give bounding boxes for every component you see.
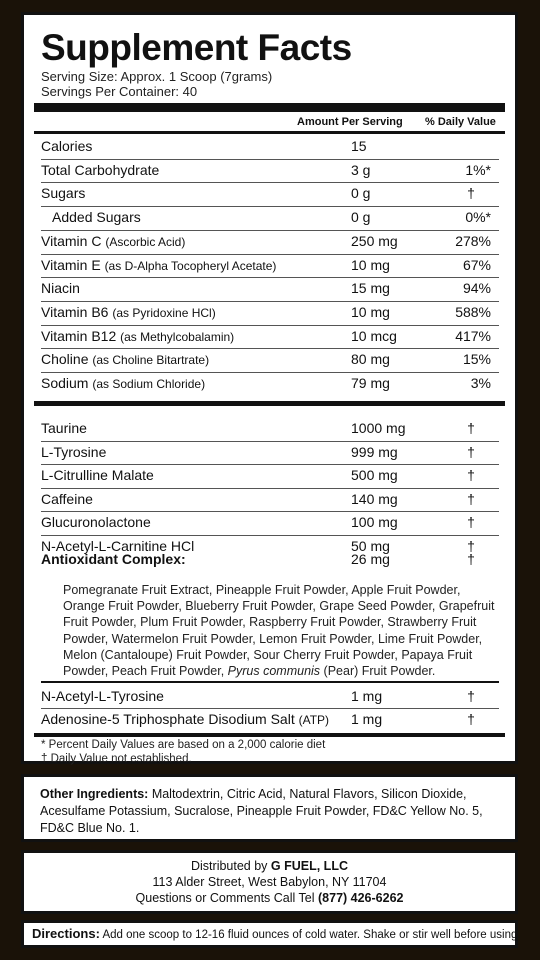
nutrient-daily-value: † — [467, 537, 475, 554]
nutrient-name: L-Tyrosine — [41, 443, 107, 460]
nutrient-daily-value: † — [467, 688, 475, 704]
nutrient-row — [41, 375, 499, 397]
nutrient-name: Taurine — [41, 420, 87, 436]
nutrient-name: Vitamin C (Ascorbic Acid) — [41, 232, 186, 249]
row-divider — [41, 206, 499, 207]
row-divider — [41, 535, 499, 536]
nutrient-amount: 1000 mg — [351, 420, 406, 436]
nutrient-amount: 10 mg — [351, 256, 390, 273]
antioxidant-dv: † — [467, 551, 475, 567]
nutrient-daily-value: 15% — [462, 351, 491, 368]
nutrient-name: Calories — [41, 138, 93, 154]
section-rule — [34, 401, 505, 406]
nutrient-name: Added Sugars — [52, 209, 141, 226]
nutrient-row — [41, 444, 499, 466]
nutrient-daily-value: 588% — [455, 303, 491, 320]
distributor-contact: Questions or Comments Call Tel (877) 426-6262 — [135, 891, 404, 905]
nutrient-name: Vitamin B6 (as Pyridoxine HCl) — [41, 303, 216, 320]
nutrient-daily-value: 417% — [455, 327, 491, 344]
nutrient-name: Vitamin E (as D-Alpha Tocopheryl Acetate) — [41, 256, 277, 273]
nutrient-row — [41, 280, 499, 302]
nutrient-name: Total Carbohydrate — [41, 161, 160, 178]
row-divider — [41, 511, 499, 512]
nutrient-amount: 250 mg — [351, 232, 398, 249]
daily-value-header: % Daily Value — [425, 116, 496, 128]
row-divider — [41, 708, 499, 709]
nutrient-row — [41, 209, 499, 231]
nutrient-daily-value: † — [467, 185, 475, 202]
serving-size: Serving Size: Approx. 1 Scoop (7grams) — [41, 69, 273, 84]
nutrient-name: Adenosine-5 Triphosphate Disodium Salt (ATP) — [41, 710, 330, 727]
directions-panel — [21, 920, 521, 948]
nutrient-daily-value: 1%* — [465, 161, 491, 178]
antiox-divider — [41, 681, 499, 683]
row-divider — [41, 488, 499, 489]
nutrient-amount: 140 mg — [351, 490, 398, 507]
row-divider — [41, 230, 499, 231]
nutrient-row — [41, 257, 499, 279]
nutrient-daily-value: † — [467, 443, 475, 460]
nutrient-name: Caffeine — [41, 490, 93, 507]
nutrient-amount: 100 mg — [351, 514, 398, 530]
nutrient-row — [41, 233, 499, 255]
row-divider — [41, 159, 499, 160]
nutrient-row — [41, 491, 499, 513]
nutrient-amount: 1 mg — [351, 710, 383, 727]
antioxidant-name: Antioxidant Complex: — [41, 551, 186, 567]
nutrient-daily-value: 67% — [462, 256, 491, 273]
nutrient-row — [41, 185, 499, 207]
nutrient-row — [41, 351, 499, 373]
row-divider — [41, 182, 499, 183]
row-divider — [41, 325, 499, 326]
nutrient-name: Vitamin B12 (as Methylcobalamin) — [41, 327, 235, 344]
servings-per-container: Servings Per Container: 40 — [41, 84, 198, 99]
row-divider — [41, 254, 499, 255]
antioxidant-ingredients: Pomegranate Fruit Extract, Pineapple Fruit Powder, Apple Fruit Powder, Orange Fruit Powder, Blueberry Fruit Powder, Grape Seed Powder, Grapefruit Fruit Powder, Plum Fruit Powder, Raspberry Fruit Powder, Strawberry Fruit Powder, Watermelon Fruit Powder, Lemon Fruit Powder, Lime Fruit Powder, Melon (Cantaloupe) Fruit Powder, Sour Cherry Fruit Powder, Papaya Fruit Powder, Peach Fruit Powder, Pyrus communis (Pear) Fruit Powder. — [63, 583, 495, 679]
footer-rule — [34, 733, 505, 737]
distributor-panel — [21, 850, 518, 914]
nutrient-name: Sugars — [41, 185, 86, 202]
antioxidant-row — [41, 551, 499, 573]
nutrient-amount: 15 — [351, 138, 367, 154]
nutrient-amount: 0 g — [351, 209, 371, 226]
nutrient-name: Niacin — [41, 280, 80, 297]
nutrient-row — [41, 138, 499, 160]
amount-per-serving-header: Amount Per Serving — [297, 116, 403, 128]
nutrient-daily-value: † — [467, 467, 475, 483]
nutrient-name: Glucuronolactone — [41, 514, 151, 530]
nutrient-amount: 999 mg — [351, 443, 398, 460]
distributor-line: Distributed by G FUEL, LLC — [191, 859, 348, 873]
row-divider — [41, 441, 499, 442]
other-ingredients-panel — [21, 774, 518, 842]
nutrient-daily-value: † — [467, 420, 475, 436]
header-rule — [34, 131, 505, 134]
nutrient-row — [41, 328, 499, 350]
nutrient-name: Sodium (as Sodium Chloride) — [41, 375, 206, 391]
nutrient-amount: 1 mg — [351, 688, 383, 704]
nutrient-daily-value: 94% — [462, 280, 491, 297]
nutrient-name: N-Acetyl-L-Carnitine HCl — [41, 537, 195, 554]
nutrient-daily-value: 3% — [470, 375, 491, 391]
row-divider — [41, 464, 499, 465]
nutrient-amount: 500 mg — [351, 467, 398, 483]
nutrient-name: Choline (as Choline Bitartrate) — [41, 351, 210, 368]
nutrient-row — [41, 304, 499, 326]
nutrient-amount: 10 mcg — [351, 327, 397, 344]
nutrient-row — [41, 514, 499, 536]
nutrient-row — [41, 420, 499, 442]
nutrient-amount: 15 mg — [351, 280, 390, 297]
antioxidant-amount: 26 mg — [351, 551, 390, 567]
facts-title: Supplement Facts — [41, 27, 352, 68]
supplement-facts-panel — [21, 12, 518, 764]
directions-text: Directions: Add one scoop to 12-16 fluid ounces of cold water. Shake or stir well before using. — [32, 926, 521, 941]
other-ingredients-text: Other Ingredients: Maltodextrin, Citric Acid, Natural Flavors, Silicon Dioxide, Acesulfame Potassium, Sucralose, Pineapple Fruit Powder, FD&C Yellow No. 5, FD&C Blue No. 1. — [40, 787, 483, 835]
nutrient-name: L-Citrulline Malate — [41, 467, 154, 483]
nutrient-row — [41, 467, 499, 489]
thick-rule — [34, 103, 505, 112]
nutrient-amount: 50 mg — [351, 537, 390, 554]
footnote-dagger: † Daily Value not established. — [41, 753, 192, 765]
footnote-percent: * Percent Daily Values are based on a 2,000 calorie diet — [41, 739, 326, 751]
nutrient-daily-value: † — [467, 490, 475, 507]
row-divider — [41, 301, 499, 302]
nutrient-amount: 3 g — [351, 161, 371, 178]
distributor-address: 113 Alder Street, West Babylon, NY 11704 — [152, 875, 387, 889]
nutrient-amount: 0 g — [351, 185, 371, 202]
nutrient-row — [41, 162, 499, 184]
nutrient-amount: 80 mg — [351, 351, 390, 368]
nutrient-daily-value: 278% — [455, 232, 491, 249]
nutrient-row — [41, 711, 499, 733]
row-divider — [41, 277, 499, 278]
nutrient-amount: 10 mg — [351, 303, 390, 320]
nutrient-daily-value: 0%* — [465, 209, 491, 226]
nutrient-daily-value: † — [467, 710, 475, 727]
row-divider — [41, 372, 499, 373]
row-divider — [41, 348, 499, 349]
nutrient-name: N-Acetyl-L-Tyrosine — [41, 688, 164, 704]
nutrient-amount: 79 mg — [351, 375, 390, 391]
nutrient-daily-value: † — [467, 514, 475, 530]
